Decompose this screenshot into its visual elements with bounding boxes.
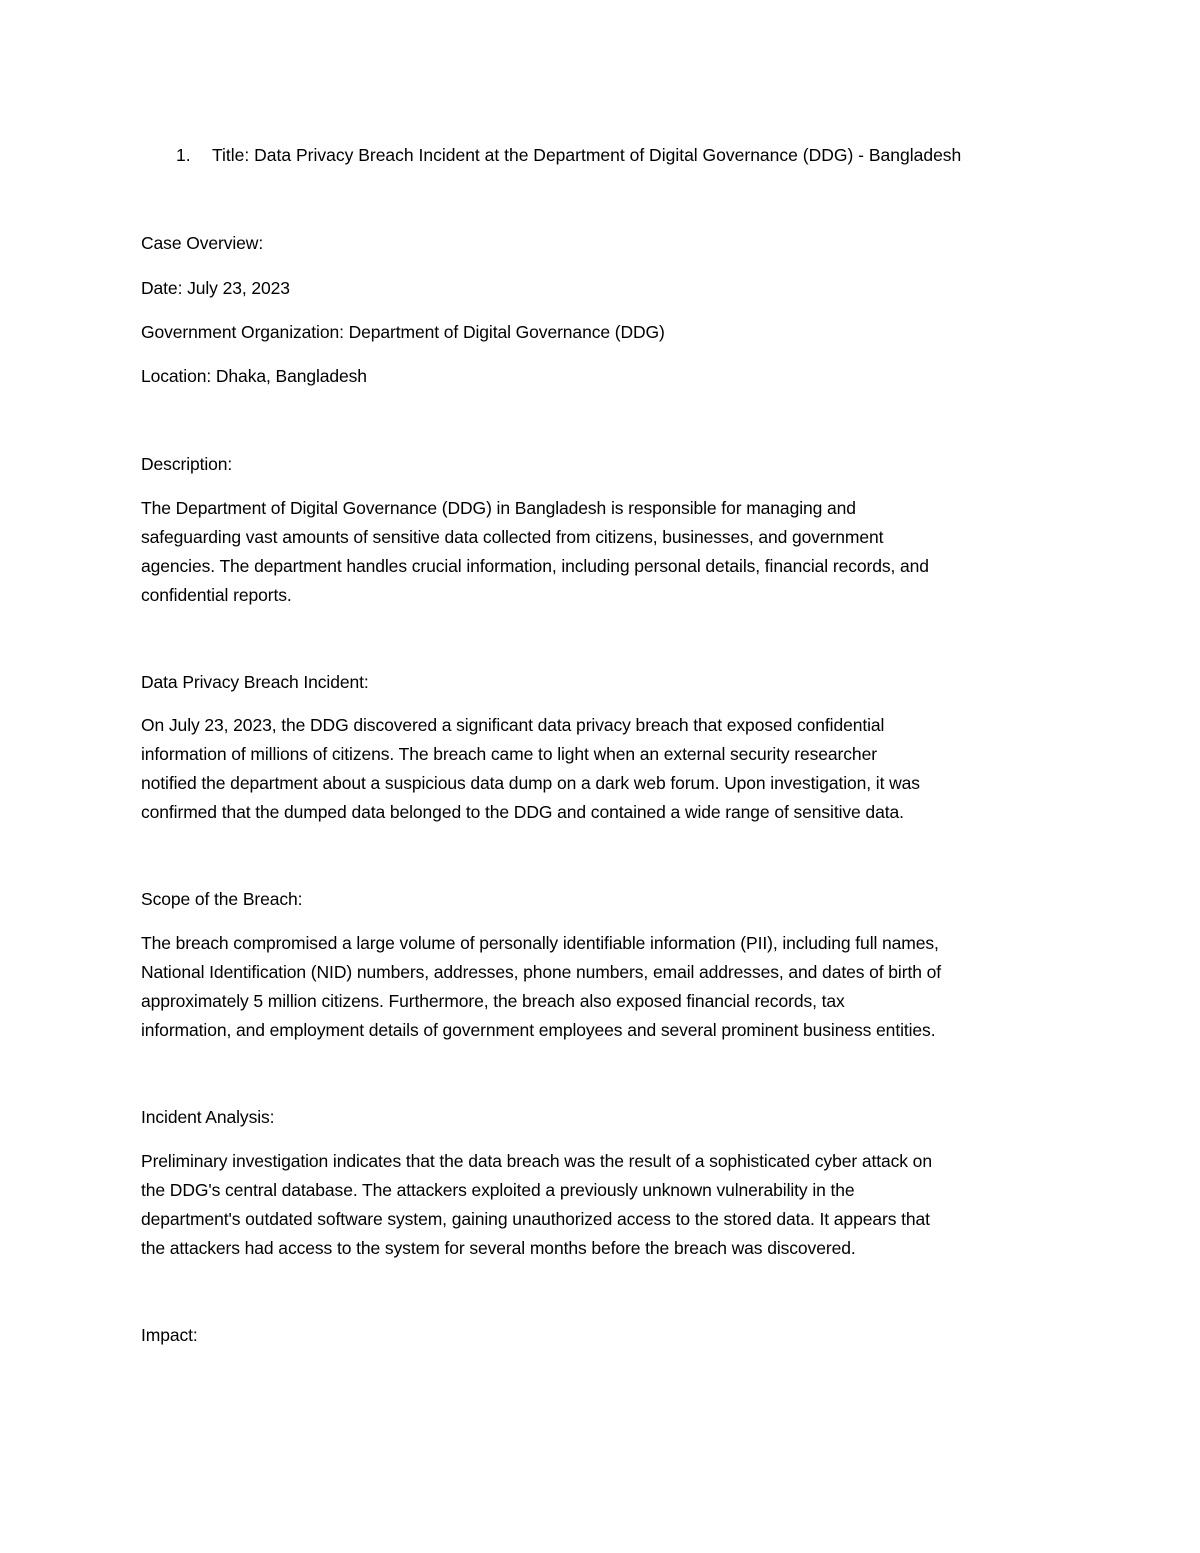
analysis-line: department's outdated software system, gaining unauthorized access to the stored data. It appears that — [141, 1209, 930, 1229]
analysis-line: the attackers had access to the system for several months before the breach was discovered. — [141, 1238, 856, 1258]
description-line: confidential reports. — [141, 585, 292, 605]
organization-line: Government Organization: Department of Digital Governance (DDG) — [141, 322, 665, 342]
location-line: Location: Dhaka, Bangladesh — [141, 366, 367, 386]
description-paragraph — [141, 494, 1071, 610]
title-text: Title: Data Privacy Breach Incident at the Department of Digital Governance (DDG) - Bangladesh — [212, 145, 962, 165]
impact-heading: Impact: — [141, 1325, 198, 1345]
document-title — [176, 141, 1076, 170]
incident-line: confirmed that the dumped data belonged to the DDG and contained a wide range of sensitive data. — [141, 802, 904, 822]
analysis-line: the DDG's central database. The attackers exploited a previously unknown vulnerability in the — [141, 1180, 855, 1200]
incident-line: notified the department about a suspicious data dump on a dark web forum. Upon investigation, it was — [141, 773, 920, 793]
incident-paragraph — [141, 711, 1071, 827]
scope-paragraph — [141, 929, 1071, 1045]
description-line: The Department of Digital Governance (DDG) in Bangladesh is responsible for managing and — [141, 498, 856, 518]
list-number: 1. — [176, 145, 191, 165]
scope-line: approximately 5 million citizens. Furthermore, the breach also exposed financial records, tax — [141, 991, 845, 1011]
analysis-paragraph — [141, 1147, 1071, 1263]
scope-line: National Identification (NID) numbers, addresses, phone numbers, email addresses, and dates of birth of — [141, 962, 941, 982]
analysis-heading: Incident Analysis: — [141, 1107, 275, 1127]
incident-line: On July 23, 2023, the DDG discovered a significant data privacy breach that exposed confidential — [141, 715, 885, 735]
case-overview-heading: Case Overview: — [141, 233, 264, 253]
description-heading: Description: — [141, 454, 233, 474]
incident-line: information of millions of citizens. The breach came to light when an external security researcher — [141, 744, 877, 764]
analysis-line: Preliminary investigation indicates that the data breach was the result of a sophisticated cyber attack on — [141, 1151, 932, 1171]
scope-line: information, and employment details of government employees and several prominent business entities. — [141, 1020, 936, 1040]
description-line: agencies. The department handles crucial information, including personal details, financial records, and — [141, 556, 929, 576]
description-line: safeguarding vast amounts of sensitive data collected from citizens, businesses, and government — [141, 527, 884, 547]
scope-line: The breach compromised a large volume of personally identifiable information (PII), including full names, — [141, 933, 939, 953]
date-line: Date: July 23, 2023 — [141, 278, 290, 298]
incident-heading: Data Privacy Breach Incident: — [141, 672, 369, 692]
scope-heading: Scope of the Breach: — [141, 889, 303, 909]
